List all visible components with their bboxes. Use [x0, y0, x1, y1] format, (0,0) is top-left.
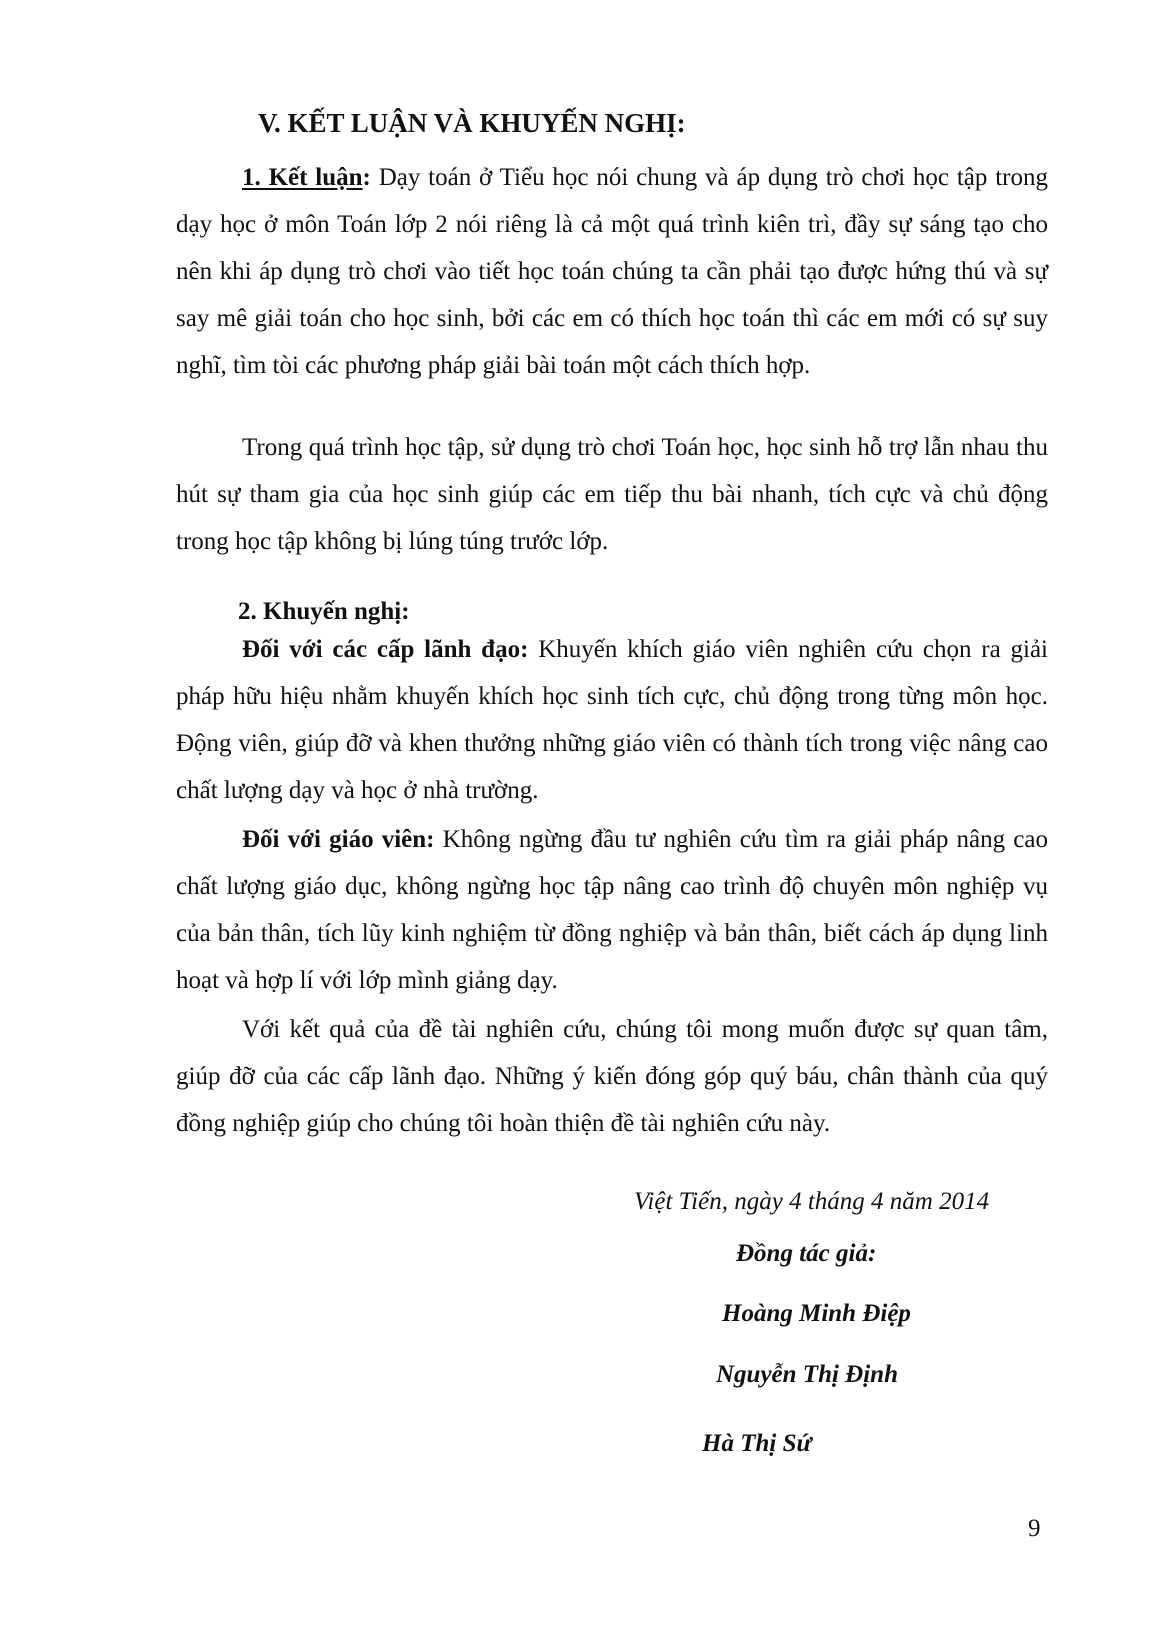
- conclusion-paragraph-2: Trong quá trình học tập, sử dụng trò chơi Toán học, học sinh hỗ trợ lẫn nhau thu hút sự tham gia của học sinh giúp các em tiếp thu bài nhanh, tích cực và chủ động trong học tập không bị lúng túng trước lớp.: [176, 434, 1048, 555]
- teachers-text: Không ngừng đầu tư nghiên cứu tìm ra giải pháp nâng cao chất lượng giáo dục, không ngừng học tập nâng cao trình độ chuyên môn nghiệp vụ của bản thân, tích lũy kinh nghiệm từ đồng nghiệp và bản thân, biết cách áp dụng linh hoạt và hợp lí với lớp mình giảng dạy.: [176, 826, 1048, 994]
- conclusion-label: 1. Kết luận: [242, 164, 363, 191]
- conclusion-paragraph: [176, 154, 1048, 389]
- author-name: Hoàng Minh Điệp: [722, 1300, 911, 1327]
- leaders-label: Đối với các cấp lãnh đạo:: [242, 636, 529, 663]
- leaders-text: Khuyến khích giáo viên nghiên cứu chọn ra giải pháp hữu hiệu nhằm khuyến khích học sinh tích cực, chủ động trong từng môn học. Động viên, giúp đỡ và khen thưởng những giáo viên có thành tích trong việc nâng cao chất lượng dạy và học ở nhà trường.: [176, 636, 1048, 804]
- conclusion-text: Dạy toán ở Tiểu học nói chung và áp dụng trò chơi học tập trong dạy học ở môn Toán lớp 2 nói riêng là cả một quá trình kiên trì, đầy sự sáng tạo cho nên khi áp dụng trò chơi vào tiết học toán chúng ta cần phải tạo được hứng thú và sự say mê giải toán cho học sinh, bởi các em có thích học toán thì các em mới có sự suy nghĩ, tìm tòi các phương pháp giải bài toán một cách thích hợp.: [176, 164, 1049, 379]
- place-date: Việt Tiến, ngày 4 tháng 4 năm 2014: [634, 1188, 990, 1215]
- teachers-recommendation-paragraph: [176, 816, 1048, 1004]
- recommendation-title: 2. Khuyến nghị:: [238, 598, 410, 625]
- conclusion-label-colon: :: [362, 164, 371, 191]
- co-authors-title: Đồng tác giả:: [736, 1240, 877, 1267]
- leaders-recommendation-paragraph: [176, 626, 1048, 814]
- section-title: V. KẾT LUẬN VÀ KHUYẾN NGHỊ:: [258, 108, 686, 138]
- page-number: 9: [1028, 1515, 1041, 1542]
- author-name: Nguyễn Thị Định: [716, 1361, 898, 1388]
- closing-paragraph: Với kết quả của đề tài nghiên cứu, chúng tôi mong muốn được sự quan tâm, giúp đỡ của các cấp lãnh đạo. Những ý kiến đóng góp quý báu, chân thành của quý đồng nghiệp giúp cho chúng tôi hoàn thiện đề tài nghiên cứu này.: [176, 1016, 1048, 1137]
- teachers-label: Đối với giáo viên:: [242, 826, 435, 853]
- author-name: Hà Thị Sứ: [702, 1430, 812, 1457]
